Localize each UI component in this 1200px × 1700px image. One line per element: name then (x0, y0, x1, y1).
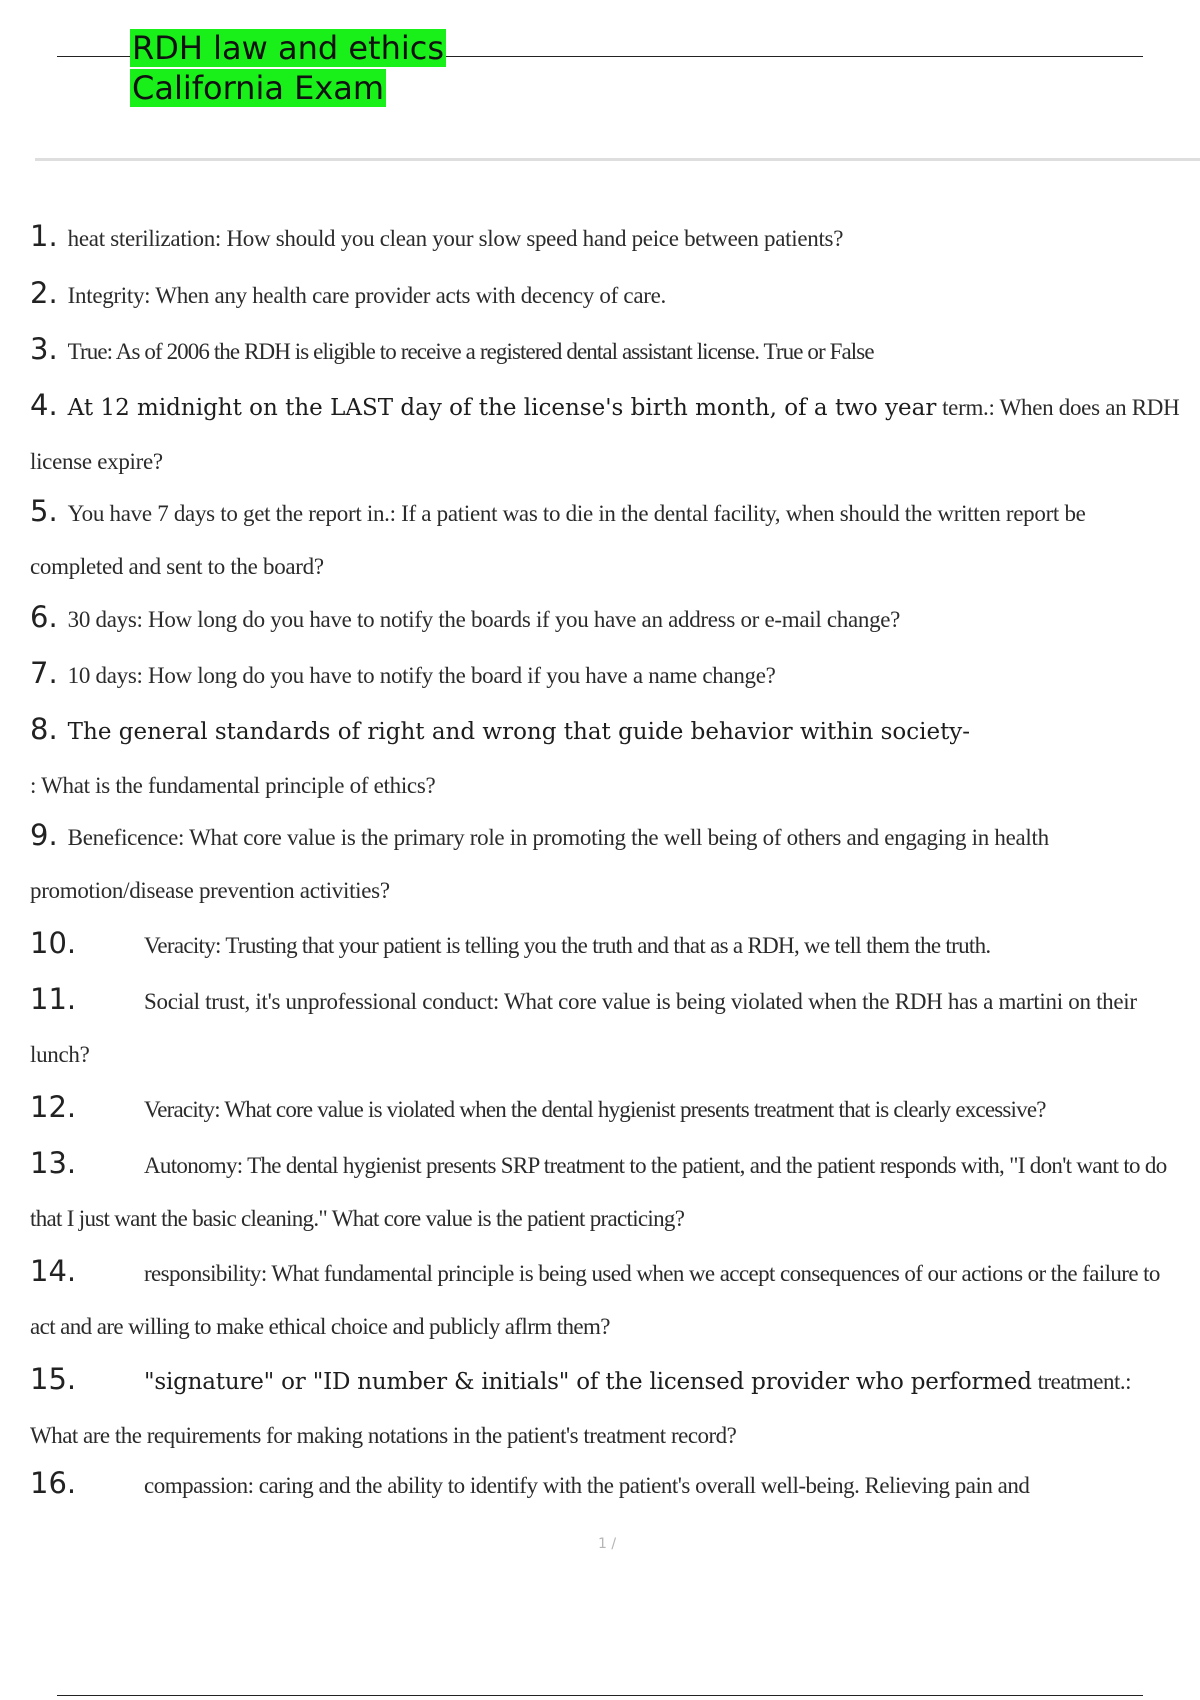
question-text: Social trust, it's unprofessional conduct: What core value is being violated when the RDH has a martini on their lunch? (30, 989, 1137, 1067)
question-number: 7. (30, 656, 58, 690)
question-item (30, 1137, 1180, 1245)
question-number: 11. (30, 982, 77, 1016)
question-text: term.: When does an RDH license expire? (30, 395, 1180, 474)
question-lead: The general standards of right and wrong that guide behavior within society- (67, 719, 971, 745)
question-item (30, 1457, 1180, 1513)
question-text: heat sterilization: How should you clean your slow speed hand peice between patients? (67, 226, 844, 251)
question-text: 30 days: How long do you have to notify the boards if you have an address or e-mail change? (67, 607, 901, 632)
question-text: responsibility: What fundamental principle is being used when we accept consequences of our actions or the failure to act and are willing to make ethical choice and publicly aflrm them? (30, 1261, 1160, 1339)
question-item (30, 809, 1180, 917)
question-text: You have 7 days to get the report in.: If a patient was to die in the dental facility, when should the written report be completed and sent to the board? (30, 501, 1086, 579)
question-text: Veracity: Trusting that your patient is telling you the truth and that as a RDH, we tell them the truth. (144, 933, 991, 958)
question-text: Beneficence: What core value is the primary role in promoting the well being of others and engaging in health promotion/disease prevention activities? (30, 825, 1049, 903)
question-text: 10 days: How long do you have to notify the board if you have a name change? (67, 663, 776, 688)
question-lead: At 12 midnight on the LAST day of the license's birth month, of a two year (67, 395, 937, 421)
question-item (30, 591, 1180, 647)
question-list (30, 210, 1180, 1513)
question-text: treatment.: What are the requirements for making notations in the patient's treatment record? (30, 1369, 1132, 1448)
question-lead: "signature" or "ID number & initials" of the licensed provider who performed (144, 1369, 1032, 1395)
question-item (30, 323, 1180, 379)
question-item (30, 210, 1180, 267)
question-item (30, 973, 1180, 1081)
question-text: True: As of 2006 the RDH is eligible to receive a registered dental assistant license. True or False (67, 339, 874, 364)
question-item (30, 1081, 1180, 1137)
question-text: Autonomy: The dental hygienist presents SRP treatment to the patient, and the patient responds with, "I don't want to do that I just want the basic cleaning." What core value is the patient practicing? (30, 1153, 1167, 1231)
question-number: 8. (30, 712, 58, 746)
question-item (30, 647, 1180, 703)
question-item (30, 1353, 1180, 1457)
question-text: compassion: caring and the ability to identify with the patient's overall well-being. Relieving pain and (144, 1473, 1030, 1498)
question-item (30, 703, 1180, 809)
question-number: 4. (30, 388, 58, 422)
footer-rule (57, 1695, 1143, 1696)
question-number: 15. (30, 1362, 77, 1396)
question-number: 14. (30, 1254, 77, 1288)
question-number: 2. (30, 276, 58, 310)
question-item (30, 485, 1180, 591)
question-item (30, 917, 1180, 973)
question-text: Veracity: What core value is violated when the dental hygienist presents treatment that is clearly excessive? (144, 1097, 1046, 1122)
question-number: 9. (30, 818, 58, 852)
question-number: 5. (30, 494, 58, 528)
question-text: Integrity: When any health care provider acts with decency of care. (67, 283, 666, 308)
question-number: 3. (30, 332, 58, 366)
question-item (30, 1245, 1180, 1353)
question-number: 12. (30, 1090, 77, 1124)
page-number: 1 / (598, 1536, 617, 1552)
question-number: 10. (30, 926, 77, 960)
document-title (130, 28, 600, 108)
question-text: : What is the fundamental principle of ethics? (30, 773, 436, 798)
question-number: 1. (30, 219, 58, 253)
question-number: 13. (30, 1146, 77, 1180)
question-item (30, 267, 1180, 323)
question-number: 16. (30, 1466, 77, 1500)
header-separator (35, 158, 1200, 161)
title-highlight: RDH law and ethics California Exam (132, 29, 444, 107)
question-item (30, 379, 1180, 485)
question-number: 6. (30, 600, 58, 634)
